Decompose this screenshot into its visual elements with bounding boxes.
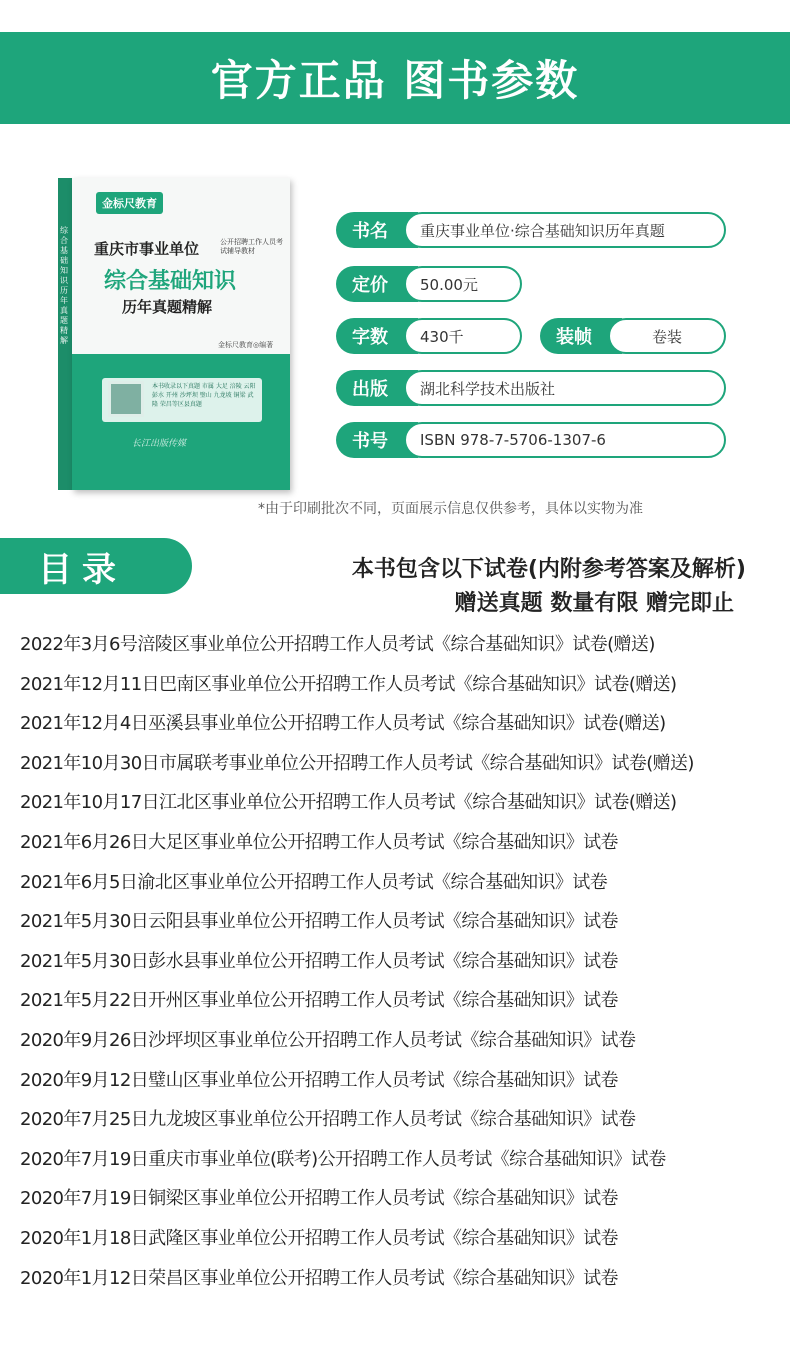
cover-logo: 金标尺教育 [96,192,163,214]
cover-small-text: 公开招聘工作人员考试辅导教材 [220,238,283,255]
toc-tab-label: 目录 [38,549,126,590]
cover-publisher-mark: 长江出版传媒 [132,439,187,449]
toc-item: 2021年12月11日巴南区事业单位公开招聘工作人员考试《综合基础知识》试卷(赠送) [20,673,677,695]
toc-item: 2020年7月19日重庆市事业单位(联考)公开招聘工作人员考试《综合基础知识》试卷 [20,1148,666,1170]
toc-item: 2021年12月4日巫溪县事业单位公开招聘工作人员考试《综合基础知识》试卷(赠送) [20,713,666,735]
book-spine [58,178,72,490]
cover-author: 金标尺教育◎编著 [218,341,274,349]
toc-item: 2021年10月17日江北区事业单位公开招聘工作人员考试《综合基础知识》试卷(赠送) [20,792,677,814]
qr-code-icon [108,381,144,417]
info-value-publisher: 湖北科学技术出版社 [404,370,726,406]
toc-tab [0,538,192,594]
cover-subject: 综合基础知识 [104,269,237,294]
toc-item: 2021年6月26日大足区事业单位公开招聘工作人员考试《综合基础知识》试卷 [20,831,618,853]
spine-text: 综合基础知识 历年真题精解 [60,226,68,345]
info-label-binding: 装帧 [540,318,622,354]
toc-item: 2020年1月12日荣昌区事业单位公开招聘工作人员考试《综合基础知识》试卷 [20,1267,618,1289]
cover-card-text: 本书收录以下真题 市属 大足 涪陵 云阳 彭水 开州 沙坪坝 璧山 九龙坡 铜梁 武隆 荣昌等区县真题 [152,383,256,408]
info-row-words [336,318,522,354]
info-row-binding [540,318,726,354]
toc-heading-line1: 本书包含以下试卷(内附参考答案及解析) [351,557,746,582]
info-label-words: 字数 [336,318,418,354]
toc-item: 2021年5月30日云阳县事业单位公开招聘工作人员考试《综合基础知识》试卷 [20,911,618,933]
toc-item: 2020年9月26日沙坪坝区事业单位公开招聘工作人员考试《综合基础知识》试卷 [20,1029,636,1051]
toc-item: 2021年5月30日彭水县事业单位公开招聘工作人员考试《综合基础知识》试卷 [20,950,618,972]
cover-green-panel [72,354,290,490]
info-row-name [336,212,726,248]
info-label-isbn: 书号 [336,422,418,458]
toc-item: 2020年1月18日武隆区事业单位公开招聘工作人员考试《综合基础知识》试卷 [20,1227,618,1249]
book-cover-image [58,178,290,490]
info-row-isbn [336,422,726,458]
toc-item: 2020年9月12日璧山区事业单位公开招聘工作人员考试《综合基础知识》试卷 [20,1069,618,1091]
toc-item: 2021年5月22日开州区事业单位公开招聘工作人员考试《综合基础知识》试卷 [20,990,618,1012]
toc-heading-line2: 赠送真题 数量有限 赠完即止 [454,591,734,616]
book-front [72,178,290,490]
info-row-price [336,266,522,302]
header-banner [0,32,790,124]
cover-title: 重庆市事业单位 [94,240,200,258]
toc-item: 2022年3月6号涪陵区事业单位公开招聘工作人员考试《综合基础知识》试卷(赠送) [20,634,655,655]
info-label-name: 书名 [336,212,418,248]
toc-item: 2021年10月30日市属联考事业单位公开招聘工作人员考试《综合基础知识》试卷(赠送) [20,752,694,774]
disclaimer-note: *由于印刷批次不同，页面展示信息仅供参考，具体以实物为准 [258,501,643,517]
cover-subtitle: 历年真题精解 [122,298,213,316]
toc-item: 2020年7月19日铜梁区事业单位公开招聘工作人员考试《综合基础知识》试卷 [20,1188,618,1210]
info-value-words: 430千 [404,318,522,354]
info-value-isbn: ISBN 978-7-5706-1307-6 [404,422,726,458]
info-row-publisher [336,370,726,406]
info-label-price: 定价 [336,266,418,302]
info-value-binding: 卷装 [608,318,726,354]
toc-item: 2020年7月25日九龙坡区事业单位公开招聘工作人员考试《综合基础知识》试卷 [20,1109,636,1131]
toc-list [20,630,788,1303]
info-value-price: 50.00元 [404,266,522,302]
info-label-publisher: 出版 [336,370,418,406]
toc-item: 2021年6月5日渝北区事业单位公开招聘工作人员考试《综合基础知识》试卷 [20,871,608,893]
info-value-name: 重庆事业单位·综合基础知识历年真题 [404,212,726,248]
banner-title: 官方正品 图书参数 [210,56,580,105]
